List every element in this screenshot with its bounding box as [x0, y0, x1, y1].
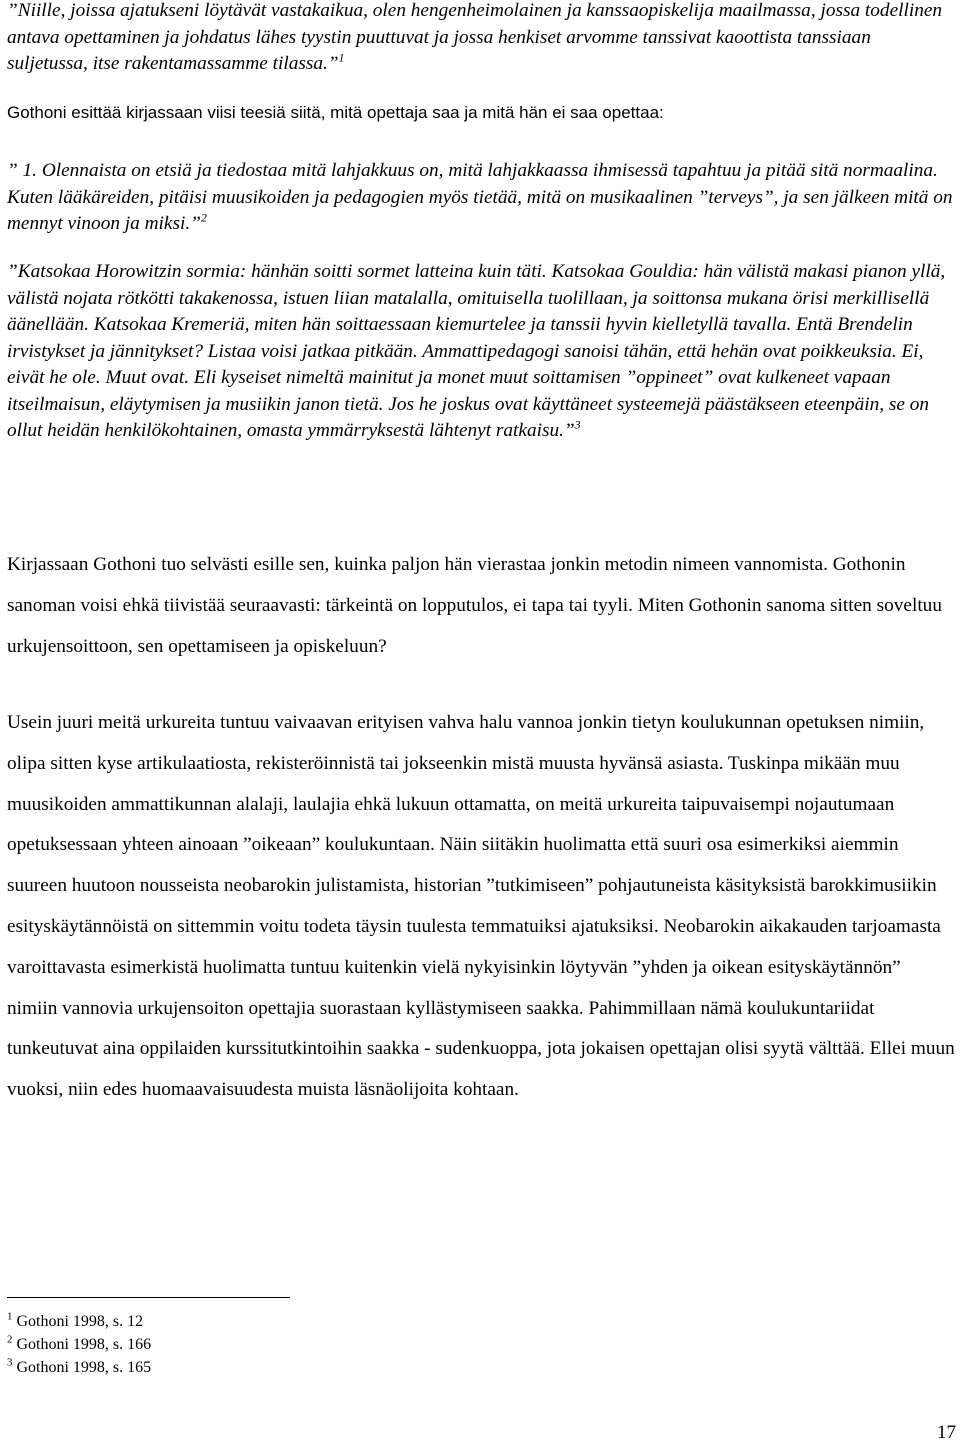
paragraph-text: Kirjassaan Gothoni tuo selvästi esille sen, kuinka paljon hän vierastaa jonkin metodin nimeen vannomista. Gothonin sanoman voisi ehkä tiivistää seuraavasti: tärkeintä on lopputulos, ei tapa tai tyyli. Miten Gothonin sanoma sitten soveltuu urkujensoittoon, sen opettamiseen ja opiskeluun? [7, 554, 942, 657]
page-number: 17 [937, 1422, 956, 1443]
lead-sentence: Gothoni esittää kirjassaan viisi teesiä siitä, mitä opettaja saa ja mitä hän ei saa opettaa: [7, 103, 664, 122]
body-paragraph-2 [7, 703, 955, 1111]
thesis-quote [7, 158, 955, 238]
examples-quote-text: ”Katsokaa Horowitzin sormia: hänhän soitti sormet latteina kuin täti. Katsokaa Gouldia: hän välistä makasi pianon yllä, välistä nojata rötkötti takakenossa, istuen liian matalalla, omituisella tuolillaan, ja soittonsa mukana örisi merkillisellä äänellään. Katsokaa Kremeriä, miten hän soittaessaan kiemurtelee ja tanssii hyvin kielletyllä tavalla. Entä Brendelin irvistykset ja jännitykset? Listaa voisi jatkaa pitkään. Ammattipedagogi sanoisi tähän, että hehän ovat poikkeuksia. Ei, eivät he ole. Muut ovat. Eli kyseiset nimeltä mainitut ja monet muut soittamisen ”oppineet” ovat kulkeneet vapaan itseilmaisun, eläytymisen ja musiikin janon tietä. Jos he joskus ovat käyttäneet systeemejä päästäkseen eteenpäin, se on ollut heidän henkilökohtainen, omasta ymmärryksestä lähtenyt ratkaisu.” [7, 261, 946, 441]
opening-quote-text: ”Niille, joissa ajatukseni löytävät vastakaikua, olen hengenheimolainen ja kanssaopiskelija maailmassa, jossa todellinen antava opettaminen ja johdatus lähes tyystin puuttuvat ja jossa henkiset arvomme tanssivat kaoottista tanssiaan suljetussa, itse rakentamassamme tilassa.” [7, 0, 943, 74]
footnote-3 [7, 1356, 151, 1379]
footnote-text: Gothoni 1998, s. 166 [16, 1336, 152, 1353]
footnote-ref-2: 2 [200, 210, 207, 225]
footnote-1 [7, 1310, 151, 1333]
footnote-number: 1 [7, 1310, 13, 1323]
footnote-number: 3 [7, 1356, 13, 1369]
footnote-text: Gothoni 1998, s. 12 [16, 1313, 144, 1330]
footnote-ref-1: 1 [338, 50, 345, 65]
footnote-separator [7, 1297, 290, 1298]
footnotes [7, 1310, 151, 1379]
body-paragraph-1 [7, 545, 955, 667]
footnote-ref-3: 3 [574, 417, 581, 432]
paragraph-text: Usein juuri meitä urkureita tuntuu vaivaavan erityisen vahva halu vannoa jonkin tietyn koulukunnan opetuksen nimiin, olipa sitten kyse artikulaatiosta, rekisteröinnistä tai jokseenkin mistä muusta hyvänsä asiasta. Tuskinpa mikään muu muusikoiden ammattikunnan alalaji, laulajia ehkä lukuun ottamatta, on meitä urkureita taipuvaisempi nojautumaan opetuksessaan yhteen ainoaan ”oikeaan” koulukuntaan. Näin siitäkin huolimatta että suuri osa esimerkiksi aiemmin suureen huutoon nousseista neobarokin julistamista, historian ”tutkimiseen” pohjautuneista käsityksistä barokkimusiikin esityskäytännöistä on sittemmin voitu todeta täysin tuulesta temmatuiksi ajatuksiksi. Neobarokin aikakauden tarjoamasta varoittavasta esimerkistä huolimatta tuntuu kuitenkin vielä nykyisinkin löytyvän ”yhden ja oikean esityskäytännön” nimiin vannovia urkujensoiton opettajia suorastaan kyllästymiseen saakka. Pahimmillaan nämä koulukuntariidat tunkeutuvat aina oppilaiden kurssitutkintoihin saakka - sudenkuoppa, jota jokaisen opettajan olisi syytä välttää. Ellei muun vuoksi, niin edes huomaavaisuudesta muista läsnäolijoita kohtaan. [7, 712, 955, 1101]
footnote-number: 2 [7, 1333, 13, 1346]
footnote-text: Gothoni 1998, s. 165 [16, 1359, 152, 1376]
examples-quote [7, 259, 955, 445]
footnote-2 [7, 1333, 151, 1356]
opening-quote [7, 0, 955, 78]
thesis-text: ” 1. Olennaista on etsiä ja tiedostaa mitä lahjakkuus on, mitä lahjakkaassa ihmisessä tapahtuu ja pitää sitä normaalina. Kuten lääkäreiden, pitäisi muusikoiden ja pedagogien myös tietää, mitä on musikaalinen ”terveys”, ja sen jälkeen mitä on mennyt vinoon ja miksi.” [7, 160, 953, 234]
